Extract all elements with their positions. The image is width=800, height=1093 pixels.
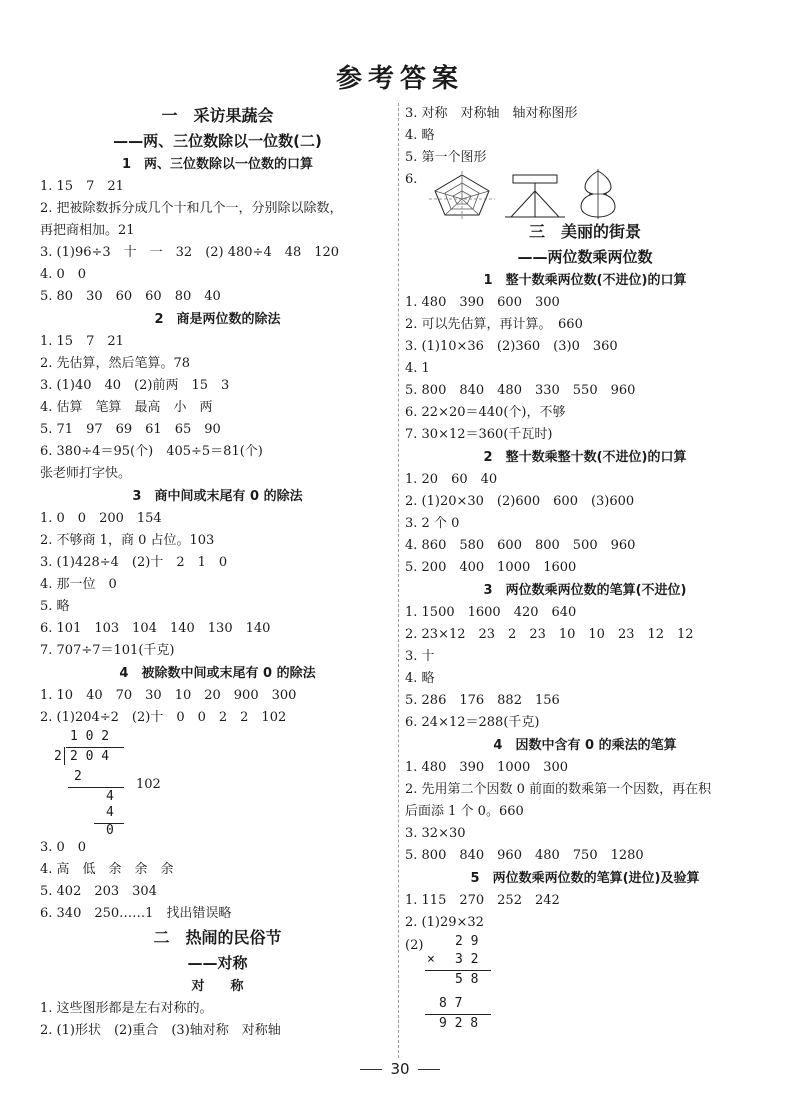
- unit-1-subtitle: ——两、三位数除以一位数(二): [113, 132, 322, 150]
- answer-line: 1. 20 60 40: [405, 472, 498, 487]
- answer-line: 7. 30×12＝360(千瓦时): [405, 427, 553, 442]
- lesson-4-title: 4 被除数中间或末尾有 0 的除法: [119, 666, 316, 681]
- answer-line: 5. 200 400 1000 1600: [405, 560, 577, 575]
- answer-line: 5. 286 176 882 156: [405, 693, 560, 708]
- page-title: 参考答案: [335, 64, 464, 94]
- answer-line: 4. 1: [405, 361, 430, 376]
- unit-3-subtitle: ——两位数乘两位数: [517, 248, 653, 266]
- answer-line: 5. 71 97 69 61 65 90: [40, 422, 221, 437]
- answer-line: 5. 略: [40, 599, 70, 614]
- unit-2-title: 二 热闹的民俗节: [153, 928, 282, 947]
- vase-figure: [575, 169, 621, 219]
- mult-sign: ×: [427, 952, 435, 967]
- answer-line: 3. 0 0: [40, 840, 87, 855]
- division-quotient: 1 0 2: [70, 729, 110, 744]
- answer-line: 4. 860 580 600 800 500 960: [405, 538, 636, 553]
- answer-line: 再把商相加。21: [40, 223, 135, 238]
- answer-line: 4. 略: [405, 128, 435, 143]
- answer-line: 2. (1)形状 (2)重合 (3)轴对称 对称轴: [40, 1023, 281, 1038]
- answer-line: 3. 十: [405, 649, 435, 664]
- answer-line: 6. 22×20＝440(个)，不够: [405, 405, 566, 420]
- answer-line: 3. 对称 对称轴 轴对称图形: [405, 106, 578, 121]
- answer-line: 3. 2 个 0: [405, 516, 460, 531]
- answer-line: 3. (1)428÷4 (2)十 2 1 0: [40, 555, 228, 570]
- gate-tree-figure: [505, 171, 565, 219]
- unit-3-title: 三 美丽的街景: [528, 222, 641, 241]
- page-number-dash: [418, 1069, 440, 1070]
- answer-line: 后面添 1 个 0。660: [405, 804, 524, 819]
- left-column: [40, 103, 395, 1042]
- division-step: 4: [106, 805, 114, 820]
- division-divisor: 2: [54, 749, 62, 764]
- answer-line: 2. 先用第二个因数 0 前面的数乘第一个因数，再在积: [405, 782, 712, 797]
- division-bracket: [64, 747, 65, 765]
- answer-line: 1. 15 7 21: [40, 334, 124, 349]
- mult-partial-1: 5 8: [455, 972, 479, 987]
- answer-line: 2. 把被除数拆分成几个十和几个一，分别除以除数，: [40, 201, 343, 216]
- answer-line: 2. (1)20×30 (2)600 600 (3)600: [405, 494, 635, 509]
- r-lesson-3-title: 3 两位数乘两位数的笔算(不进位): [483, 583, 687, 598]
- division-bar: [66, 747, 124, 748]
- answer-line: 1. 10 40 70 30 10 20 900 300: [40, 688, 297, 703]
- page-number: [0, 1060, 800, 1078]
- symmetry-figures: [405, 169, 765, 219]
- answer-line: 3. (1)10×36 (2)360 (3)0 360: [405, 339, 618, 354]
- page-number-text: 30: [390, 1060, 410, 1078]
- mult-line: [425, 1014, 491, 1015]
- mult-factor-b: 3 2: [455, 952, 479, 967]
- answer-line: 3. (1)96÷3 十 一 32 (2) 480÷4 48 120: [40, 245, 340, 260]
- answer-line: 5. 第一个图形: [405, 150, 487, 165]
- answer-line: 2. 不够商 1，商 0 占位。103: [40, 533, 215, 548]
- r-lesson-5-title: 5 两位数乘两位数的笔算(进位)及验算: [470, 871, 700, 886]
- answer-line: 2. (1)29×32: [405, 915, 484, 930]
- answer-line: 1. 这些图形都是左右对称的。: [40, 1001, 213, 1016]
- answer-line: 5. 800 840 480 330 550 960: [405, 383, 636, 398]
- lesson-1-title: 1 两、三位数除以一位数的口算: [121, 157, 314, 172]
- answer-line: 4. 0 0: [40, 267, 87, 282]
- answer-line: 4. 估算 笔算 最高 小 两: [40, 400, 213, 415]
- lesson-symmetry-title: 对 称: [191, 979, 244, 994]
- mult-result: 9 2 8: [439, 1016, 479, 1031]
- vertical-multiplication: [405, 934, 765, 1038]
- mult-partial-2: 8 7: [439, 996, 463, 1011]
- unit-2-subtitle: ——对称: [187, 954, 248, 972]
- answer-line: 6. 24×12＝288(千克): [405, 715, 540, 730]
- long-division: [40, 729, 395, 837]
- lesson-3-title: 3 商中间或末尾有 0 的除法: [132, 489, 303, 504]
- r-lesson-4-title: 4 因数中含有 0 的乘法的笔算: [493, 738, 677, 753]
- r-lesson-1-title: 1 整十数乘两位数(不进位)的口算: [483, 273, 687, 288]
- unit-1-title: 一 采访果蔬会: [161, 106, 274, 125]
- answer-line: 2. 23×12 23 2 23 10 10 23 12 12: [405, 627, 694, 642]
- answer-line: 1. 115 270 252 242: [405, 893, 560, 908]
- mult-label: (2): [405, 938, 424, 953]
- answer-line: 2. (1)204÷2 (2)十 0 0 2 2 102: [40, 710, 287, 725]
- right-column: [405, 103, 765, 1038]
- answer-line: 6. 380÷4＝95(个) 405÷5＝81(个): [40, 444, 263, 459]
- r-lesson-2-title: 2 整十数乘整十数(不进位)的口算: [483, 450, 687, 465]
- answer-line: 5. 402 203 304: [40, 884, 157, 899]
- answer-line: 1. 0 0 200 154: [40, 511, 162, 526]
- division-step: 2: [74, 769, 82, 784]
- answer-line: 5. 800 840 960 480 750 1280: [405, 848, 644, 863]
- mult-factor-a: 2 9: [455, 934, 479, 949]
- answer-line: 4. 那一位 0: [40, 577, 117, 592]
- answer-line: 2. 可以先估算，再计算。 660: [405, 317, 583, 332]
- answer-line: 2. 先估算，然后笔算。78: [40, 356, 191, 371]
- division-remainder: 0: [106, 823, 114, 838]
- answer-line: 6. 340 250……1 找出错误略: [40, 906, 232, 921]
- answer-line: 6. 101 103 104 140 130 140: [40, 621, 271, 636]
- division-line: [68, 787, 124, 788]
- answer-line: 1. 480 390 1000 300: [405, 760, 569, 775]
- answer-line: 3. 32×30: [405, 826, 466, 841]
- answer-line: 1. 480 390 600 300: [405, 295, 560, 310]
- page-number-dash: [360, 1069, 382, 1070]
- answer-line: 4. 略: [405, 671, 435, 686]
- pentagon-web-figure: [427, 171, 497, 219]
- answer-line: 5. 80 30 60 60 80 40: [40, 289, 221, 304]
- figure-label: 6.: [405, 172, 418, 187]
- answer-line: 1. 15 7 21: [40, 179, 124, 194]
- answer-line: 1. 1500 1600 420 640: [405, 605, 577, 620]
- answer-line: 张老师打字快。: [40, 466, 132, 481]
- answer-line: 3. (1)40 40 (2)前两 15 3: [40, 378, 230, 393]
- division-answer: 102: [136, 777, 161, 792]
- division-dividend: 2 0 4: [70, 749, 110, 764]
- lesson-2-title: 2 商是两位数的除法: [154, 312, 281, 327]
- mult-line: [425, 970, 491, 971]
- column-divider: [398, 103, 399, 1058]
- answer-line: 4. 高 低 余 余 余: [40, 862, 174, 877]
- division-step: 4: [106, 789, 114, 804]
- answer-line: 7. 707÷7＝101(千克): [40, 643, 175, 658]
